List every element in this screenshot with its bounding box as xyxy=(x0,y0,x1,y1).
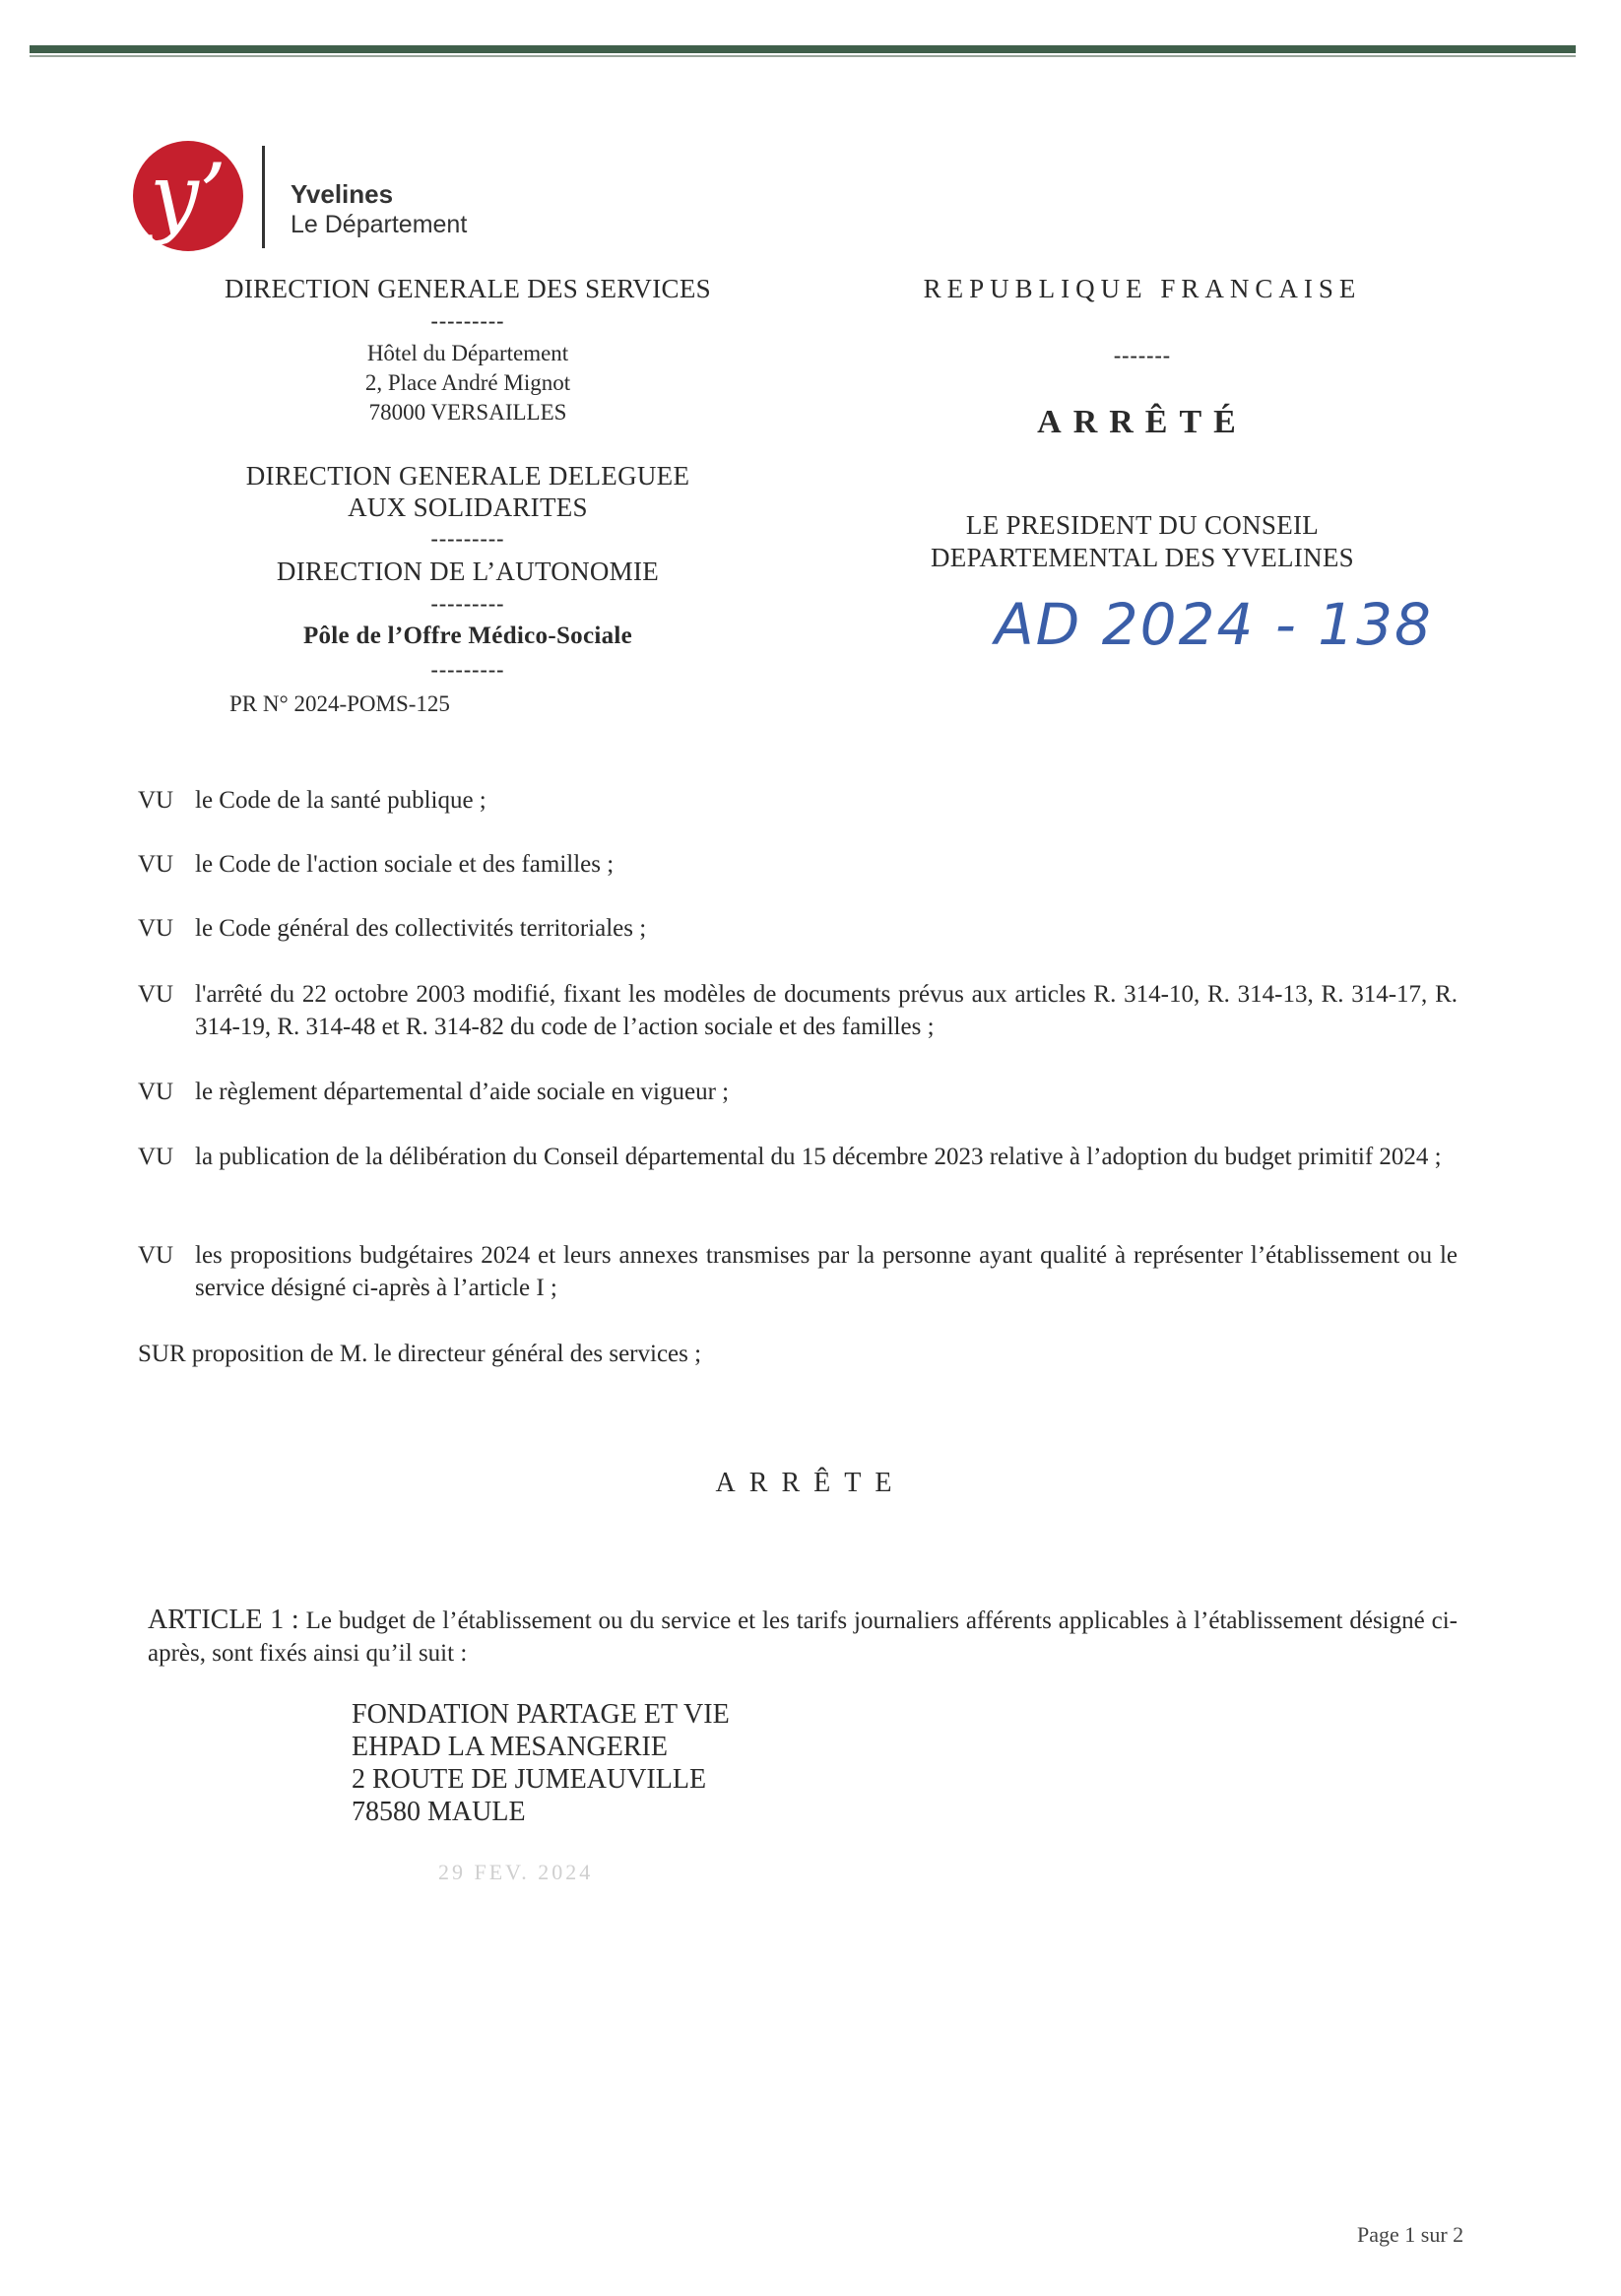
establishment-line: FONDATION PARTAGE ET VIE xyxy=(352,1699,730,1730)
address-line-2: 2, Place André Mignot xyxy=(364,370,571,395)
visa-text: les propositions budgétaires 2024 et leurs annexes transmises par la personne ayant qualité à représenter l’établissement ou le service désigné ci-après à l’article I ; xyxy=(195,1242,1458,1301)
handwritten-reference: AD 2024 - 138 xyxy=(995,591,1433,658)
address-line-1: Hôtel du Département xyxy=(366,341,569,365)
logo-subtitle: Le Département xyxy=(291,211,468,238)
org-direction-generale: DIRECTION GENERALE DES SERVICES xyxy=(225,274,711,303)
article-1 xyxy=(148,1604,1458,1670)
logo-name: Yvelines xyxy=(291,179,394,209)
org-delegation-line-2: AUX SOLIDARITES xyxy=(348,492,588,522)
visa-key: VU xyxy=(138,915,174,942)
visa-text: le règlement départemental d’aide sociale en vigueur ; xyxy=(195,1079,730,1105)
separator: ------- xyxy=(1113,343,1172,367)
arrete-heading: ARRÊTÉ xyxy=(1037,404,1248,440)
visa-text: l'arrêté du 22 octobre 2003 modifié, fixant les modèles de documents prévus aux articles R. 314-10, R. 314-13, R. 314-17, R. 314-19, R. 314-48 et R. 314-82 du code de l’action sociale et des familles ; xyxy=(195,981,1458,1040)
visa-item xyxy=(138,1239,1458,1304)
president-line-2: DEPARTEMENTAL DES YVELINES xyxy=(930,543,1354,572)
visa-key: VU xyxy=(138,981,174,1008)
page-number: Page 1 sur 2 xyxy=(1357,2222,1464,2247)
republique-francaise: REPUBLIQUE FRANCAISE xyxy=(923,274,1362,303)
establishment-block xyxy=(352,1698,730,1828)
establishment-line: 2 ROUTE DE JUMEAUVILLE xyxy=(352,1764,707,1795)
reference-number: PR N° 2024-POMS-125 xyxy=(229,691,450,716)
visa-key: VU xyxy=(138,1144,174,1170)
article-1-label: ARTICLE 1 : xyxy=(148,1605,299,1635)
establishment-line: 78580 MAULE xyxy=(352,1797,526,1827)
logo-mark: y’ xyxy=(150,145,227,246)
visa-item xyxy=(138,848,1458,881)
visa-key: VU xyxy=(138,787,174,814)
top-border xyxy=(30,45,1576,53)
visa-item xyxy=(138,784,1458,817)
article-1-text: Le budget de l’établissement ou du service et les tarifs journaliers afférents applicables à l’établissement désigné ci-après, sont fixés ainsi qu’il suit : xyxy=(148,1607,1459,1667)
separator: --------- xyxy=(430,526,505,551)
sur-proposition xyxy=(138,1338,1458,1370)
visa-text: le Code général des collectivités territoriales ; xyxy=(195,915,647,942)
visa-key: VU xyxy=(138,1079,174,1105)
visa-item xyxy=(138,978,1458,1043)
visa-key: VU xyxy=(138,851,174,878)
separator: --------- xyxy=(430,308,505,333)
org-pole: Pôle de l’Offre Médico-Sociale xyxy=(302,623,633,649)
visa-text: le Code de la santé publique ; xyxy=(195,787,486,814)
separator: --------- xyxy=(430,591,505,616)
visa-text: la publication de la délibération du Conseil départemental du 15 décembre 2023 relative à l’adoption du budget primitif 2024 ; xyxy=(195,1144,1442,1170)
visa-key: VU xyxy=(138,1242,174,1269)
org-direction-autonomie: DIRECTION DE L’AUTONOMIE xyxy=(276,557,660,586)
org-delegation-line-1: DIRECTION GENERALE DELEGUEE xyxy=(245,461,690,491)
visa-item xyxy=(138,1076,1458,1108)
faded-stamp: 29 FEV. 2024 xyxy=(438,1860,594,1884)
separator: --------- xyxy=(430,657,505,682)
visa-item xyxy=(138,1141,1458,1173)
arrete-title: ARRÊTE xyxy=(715,1468,906,1498)
establishment-line: EHPAD LA MESANGERIE xyxy=(352,1732,668,1762)
top-border-thin xyxy=(30,55,1576,57)
visa-text: le Code de l'action sociale et des familles ; xyxy=(195,851,615,878)
address-line-3: 78000 VERSAILLES xyxy=(368,400,567,425)
president-line-1: LE PRESIDENT DU CONSEIL xyxy=(965,510,1320,540)
sur-proposition-text: SUR proposition de M. le directeur général des services ; xyxy=(138,1341,702,1367)
visa-item xyxy=(138,912,1458,945)
logo-divider xyxy=(262,146,265,248)
